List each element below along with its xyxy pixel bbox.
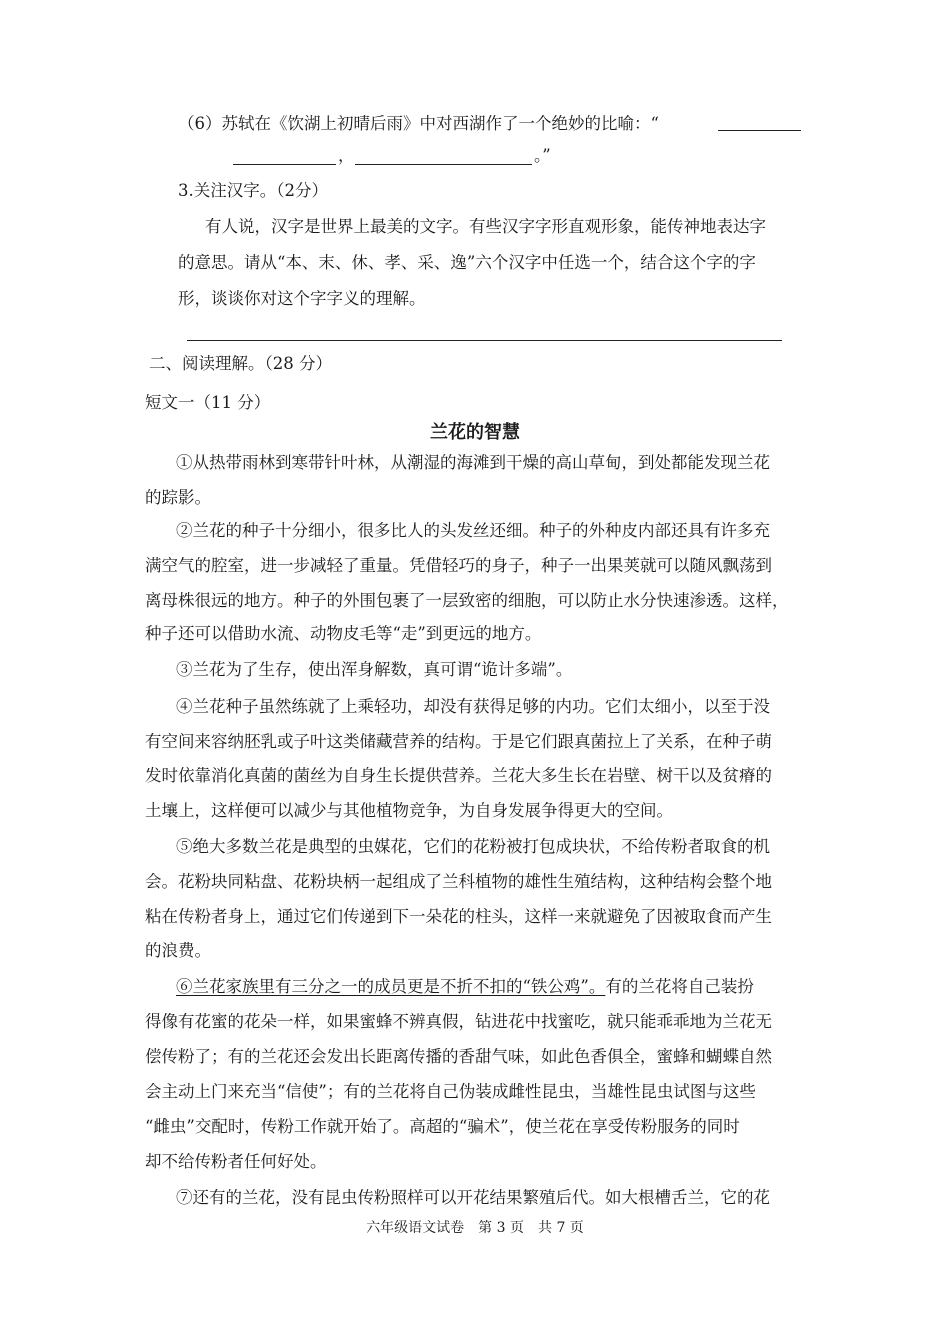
passage-label: 短文一（11 分）: [145, 393, 271, 412]
p6-line-6: 却不给传粉者任何好处。: [145, 1152, 327, 1171]
q6-blank-2[interactable]: [233, 164, 336, 165]
q6-blank-1[interactable]: [718, 130, 801, 131]
p2-line-4: 种子还可以借助水流、动物皮毛等“走”到更远的地方。: [145, 624, 542, 643]
q3-answer-line[interactable]: [187, 340, 782, 341]
p5-line-2: 会。花粉块同粘盘、花粉块柄一起组成了兰科植物的雄性生殖结构，这种结构会整个地: [145, 872, 772, 891]
p4-line-2: 有空间来容纳胚乳或子叶这类储藏营养的结构。于是它们跟真菌拉上了关系，在种子萌: [145, 732, 772, 751]
p6-line-5: “雌虫”交配时，传粉工作就开始了。高超的“骗术”，使兰花在享受传粉服务的同时: [145, 1117, 740, 1136]
p5-line-3: 粘在传粉者身上，通过它们传递到下一朵花的柱头，这样一来就避免了因被取食而产生: [145, 907, 772, 926]
p6-line-3: 偿传粉了；有的兰花还会发出长距离传播的香甜气味，如此色香俱全，蜜蜂和蝴蝶自然: [145, 1047, 772, 1066]
q3-line-1: 有人说，汉字是世界上最美的文字。有些汉字字形直观形象，能传神地表达字: [205, 217, 766, 236]
p4-line-3: 发时依靠消化真菌的菌丝为自身生长提供营养。兰花大多生长在岩壁、树干以及贫瘠的: [145, 766, 772, 785]
q6-comma: ，: [338, 146, 355, 165]
p5-line-1: ⑤绝大多数兰花是典型的虫媒花，它们的花粉被打包成块状，不给传粉者取食的机: [176, 837, 770, 856]
p1-line-2: 的踪影。: [145, 488, 211, 507]
p7-line-1: ⑦还有的兰花，没有昆虫传粉照样可以开花结果繁殖后代。如大根槽舌兰，它的花: [176, 1188, 770, 1207]
q6-text: （6）苏轼在《饮湖上初晴后雨》中对西湖作了一个绝妙的比喻：“: [178, 114, 659, 133]
p6-line-2: 得像有花蜜的花朵一样，如果蜜蜂不辨真假，钻进花中找蜜吃，就只能乖乖地为兰花无: [145, 1012, 772, 1031]
p6-line-4: 会主动上门来充当“信使”；有的兰花将自己伪装成雌性昆虫，当雄性昆虫试图与这些: [145, 1082, 756, 1101]
p6-line-1: [176, 977, 754, 997]
q6-end: 。”: [534, 146, 551, 165]
p3-line-1: ③兰花为了生存，使出浑身解数，真可谓“诡计多端”。: [176, 660, 573, 679]
p2-line-3: 离母株很远的地方。种子的外围包裹了一层致密的细胞，可以防止水分快速渗透。这样，: [145, 591, 789, 610]
q3-heading: 3.关注汉字。（2分）: [178, 181, 328, 200]
q3-line-3: 形，谈谈你对这个字字义的理解。: [178, 289, 426, 308]
p4-line-1: ④兰花种子虽然练就了上乘轻功，却没有获得足够的内功。它们太细小，以至于没: [176, 697, 770, 716]
page-footer: 六年级语文试卷 第 3 页 共 7 页: [366, 1220, 584, 1236]
passage-title: 兰花的智慧: [430, 422, 520, 443]
p5-line-4: 的浪费。: [145, 941, 211, 960]
q3-line-2: 的意思。请从“本、末、休、孝、采、逸”六个汉字中任选一个，结合这个字的字: [178, 253, 756, 272]
p4-line-4: 土壤上，这样便可以减少与其他植物竞争，为自身发展争得更大的空间。: [145, 801, 673, 820]
p1-line-1: ①从热带雨林到寒带针叶林，从潮湿的海滩到干燥的高山草甸，到处都能发现兰花: [176, 453, 770, 472]
q6-blank-3[interactable]: [355, 164, 532, 165]
p6-underlined-sentence: ⑥兰花家族里有三分之一的成员更是不折不扣的“铁公鸡”。: [176, 977, 606, 996]
section2-heading: 二、阅读理解。（28 分）: [149, 354, 332, 373]
p2-line-1: ②兰花的种子十分细小，很多比人的头发丝还细。种子的外种皮内部还具有许多充: [176, 521, 770, 540]
p6-line-1-rest: 有的兰花将自己装扮: [605, 977, 754, 996]
p2-line-2: 满空气的腔室，进一步减轻了重量。凭借轻巧的身子，种子一出果荚就可以随风飘荡到: [145, 556, 772, 575]
